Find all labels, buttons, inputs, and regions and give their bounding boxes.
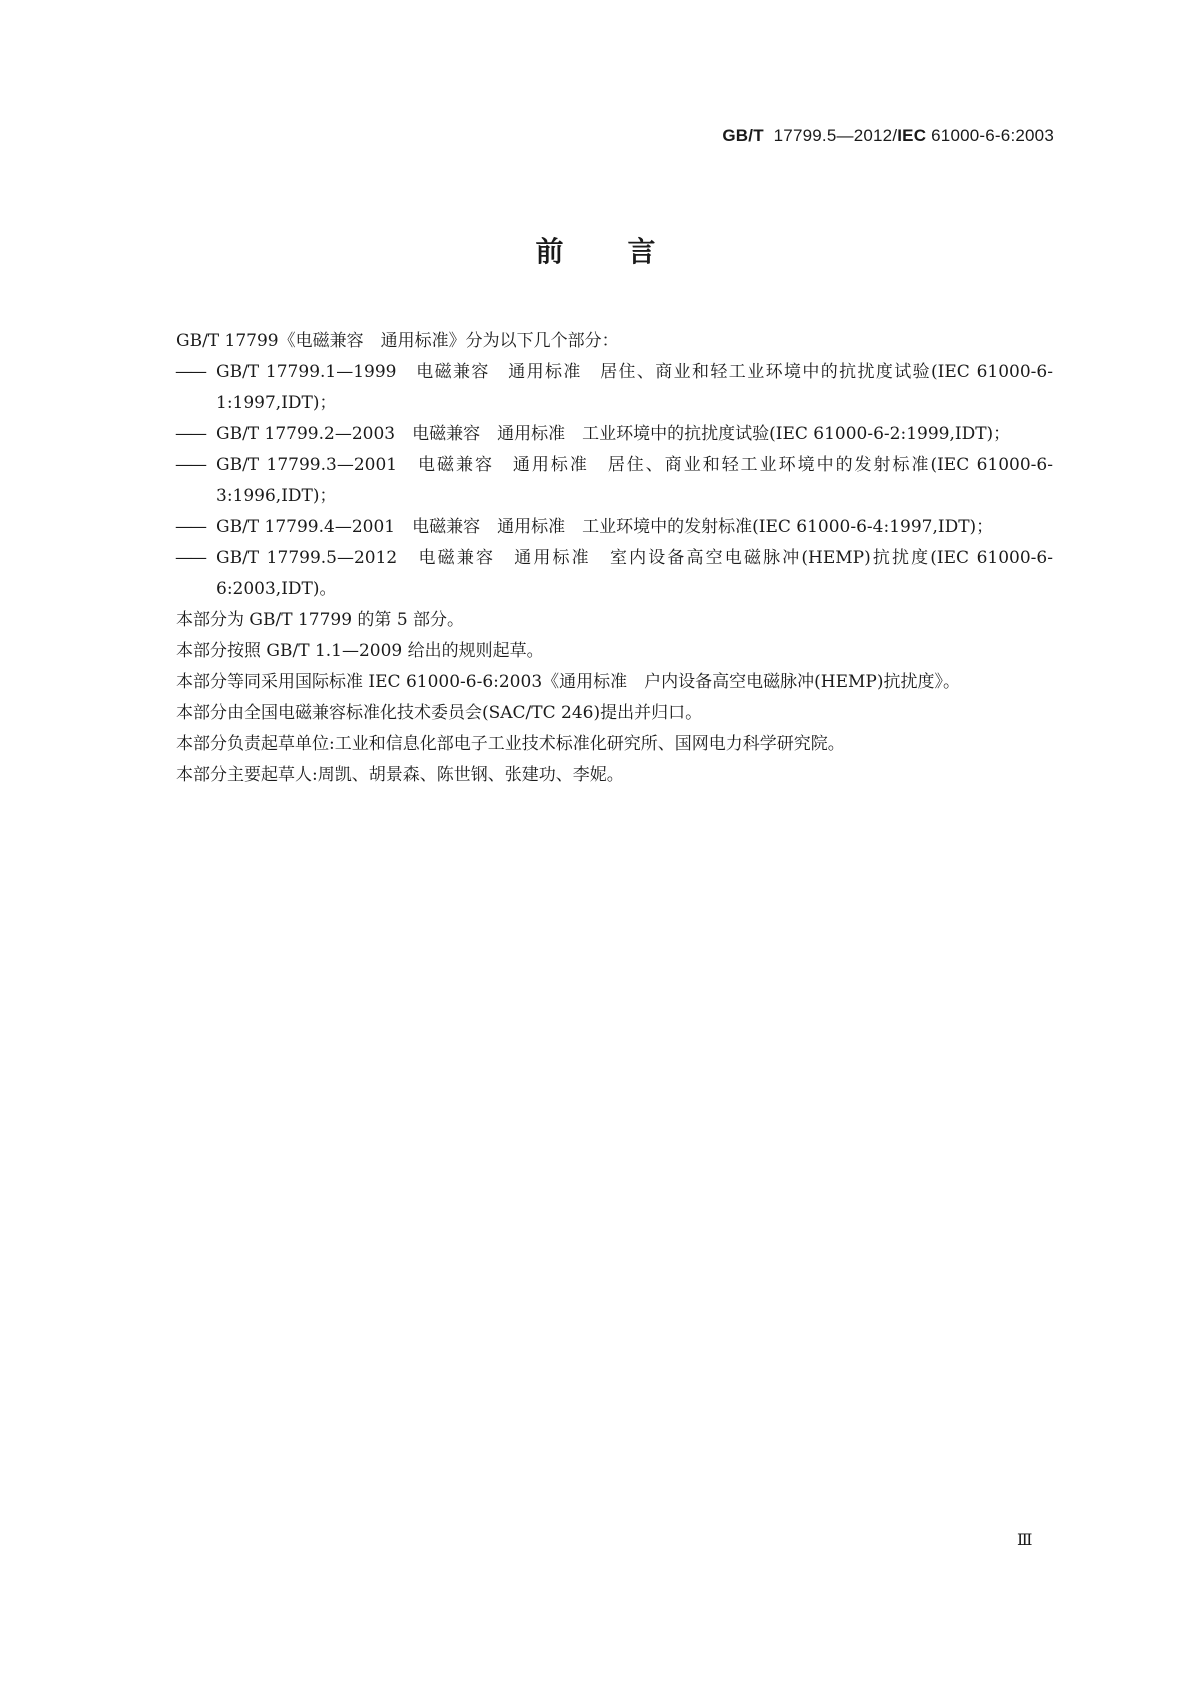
list-item-text: GB/T 17799.4—2001 电磁兼容 通用标准 工业环境中的发射标准(IEC 61000-6-4:1997,IDT)； xyxy=(216,517,994,537)
list-item xyxy=(136,357,1053,419)
standard-code-prefix: GB/T xyxy=(722,126,764,145)
part-number-paragraph: 本部分为 GB/T 17799 的第 5 部分。 xyxy=(176,610,465,630)
dash-marker: —— xyxy=(175,362,205,382)
dash-marker: —— xyxy=(175,455,205,475)
page-number: Ⅲ xyxy=(1017,1530,1033,1549)
drafting-rules-paragraph: 本部分按照 GB/T 1.1—2009 给出的规则起草。 xyxy=(176,641,544,661)
list-item-text: GB/T 17799.1—1999 电磁兼容 通用标准 居住、商业和轻工业环境中的抗扰度试验(IEC 61000-6-1:1997,IDT)； xyxy=(216,362,1053,413)
dash-marker: —— xyxy=(175,424,205,444)
list-item xyxy=(136,450,1053,512)
list-item xyxy=(136,419,1053,450)
committee-paragraph: 本部分由全国电磁兼容标准化技术委员会(SAC/TC 246)提出并归口。 xyxy=(176,703,703,723)
page-title: 前言 xyxy=(535,235,720,268)
adoption-paragraph: 本部分等同采用国际标准 IEC 61000-6-6:2003《通用标准 户内设备高空电磁脉冲(HEMP)抗扰度》。 xyxy=(176,672,960,692)
intro-paragraph: GB/T 17799《电磁兼容 通用标准》分为以下几个部分： xyxy=(176,331,619,351)
drafting-units-paragraph: 本部分负责起草单位:工业和信息化部电子工业技术标准化研究所、国网电力科学研究院。 xyxy=(176,734,845,754)
dash-marker: —— xyxy=(175,548,205,568)
standard-code-iec: IEC xyxy=(897,126,927,145)
standard-code-header xyxy=(722,126,1054,146)
foreword-body xyxy=(136,326,1053,791)
list-item xyxy=(136,512,1053,543)
list-item-text: GB/T 17799.2—2003 电磁兼容 通用标准 工业环境中的抗扰度试验(IEC 61000-6-2:1999,IDT)； xyxy=(216,424,1011,444)
standard-code-iec-number: 61000-6-6:2003 xyxy=(931,126,1054,145)
list-item-text: GB/T 17799.3—2001 电磁兼容 通用标准 居住、商业和轻工业环境中的发射标准(IEC 61000-6-3:1996,IDT)； xyxy=(216,455,1053,506)
list-item xyxy=(136,543,1053,605)
drafters-paragraph: 本部分主要起草人:周凯、胡景森、陈世钢、张建功、李妮。 xyxy=(176,765,624,785)
list-item-text: GB/T 17799.5—2012 电磁兼容 通用标准 室内设备高空电磁脉冲(HEMP)抗扰度(IEC 61000-6-6:2003,IDT)。 xyxy=(216,548,1053,599)
standard-code-number: 17799.5—2012/ xyxy=(773,126,898,145)
dash-marker: —— xyxy=(175,517,205,537)
